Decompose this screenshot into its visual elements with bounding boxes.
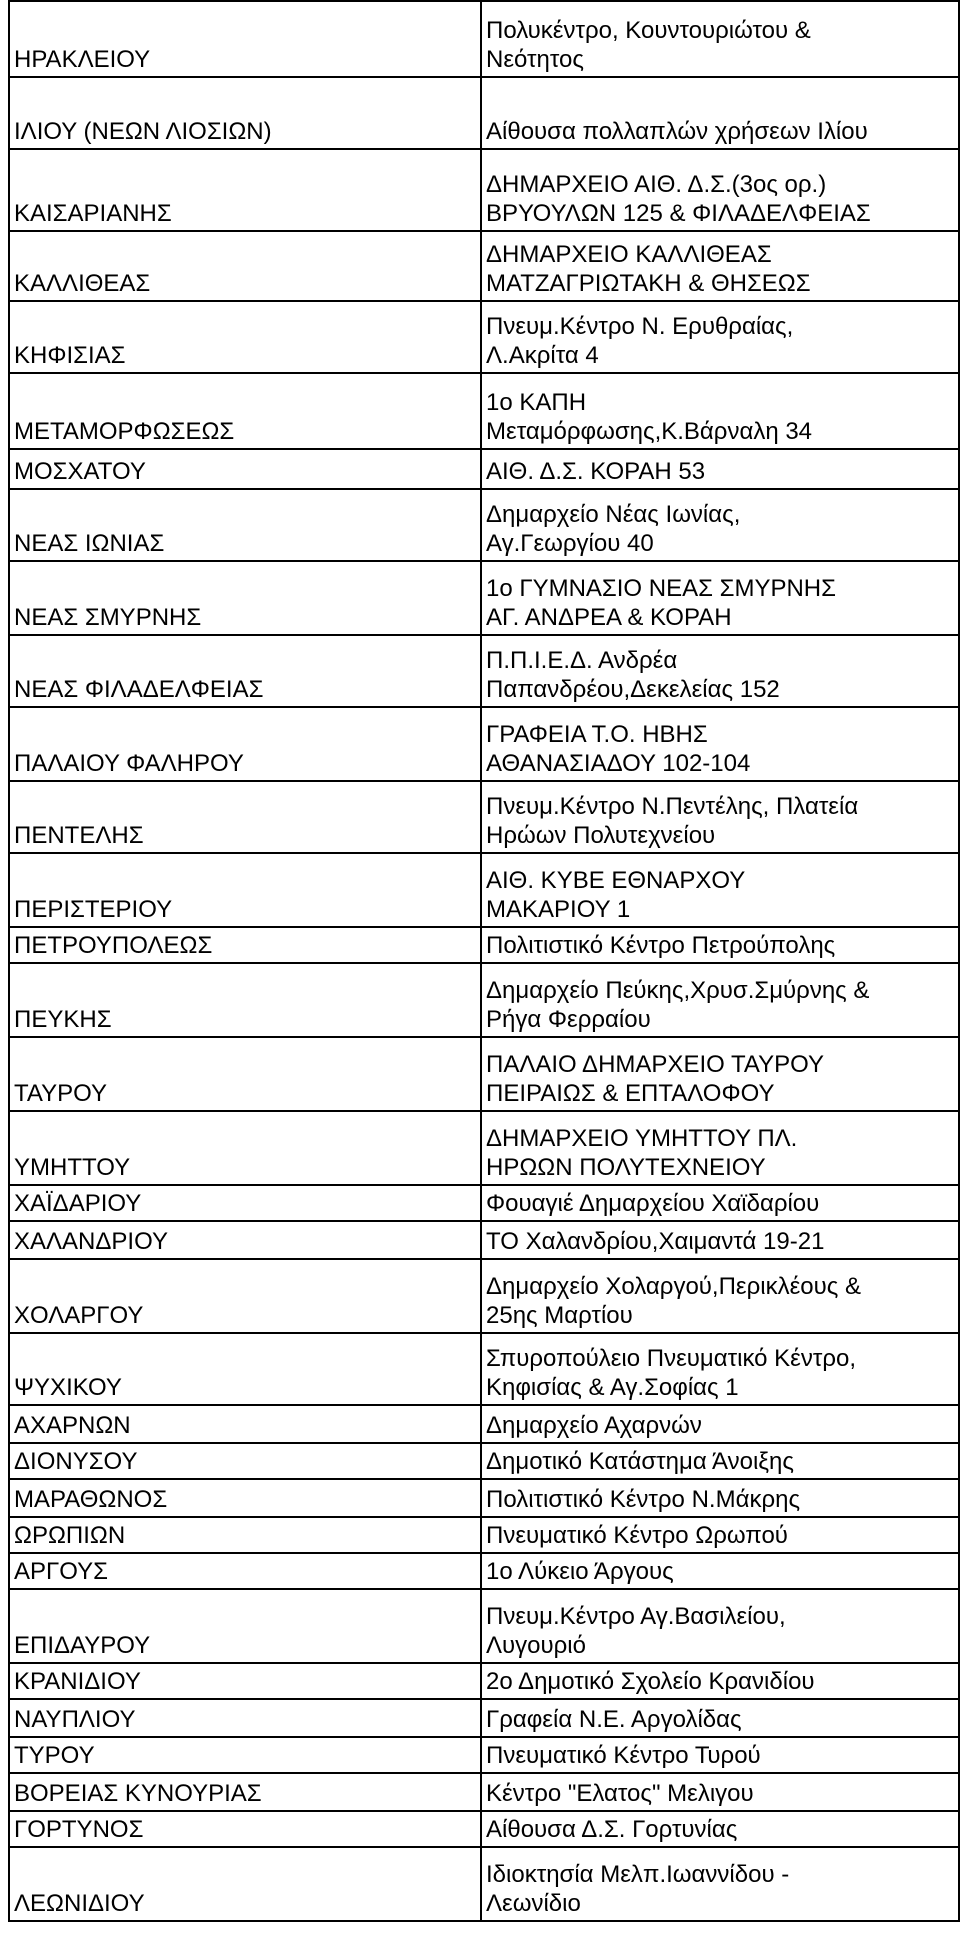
table-row [9, 635, 959, 707]
table-row [9, 1333, 959, 1405]
venue-cell: Δημαρχείο Πεύκης,Χρυσ.Σμύρνης & Ρήγα Φερραίου [481, 963, 959, 1037]
table-row [9, 1773, 959, 1811]
table-row [9, 231, 959, 301]
table-row [9, 1663, 959, 1699]
area-cell: ΠΕΝΤΕΛΗΣ [9, 781, 481, 853]
area-cell: ΝΕΑΣ ΦΙΛΑΔΕΛΦΕΙΑΣ [9, 635, 481, 707]
venue-cell: Δημαρχείο Αχαρνών [481, 1405, 959, 1443]
table-row [9, 1479, 959, 1517]
area-cell: ΧΟΛΑΡΓΟΥ [9, 1259, 481, 1333]
area-cell: ΒΟΡΕΙΑΣ ΚΥΝΟΥΡΙΑΣ [9, 1773, 481, 1811]
venues-table [8, 0, 960, 1922]
table-row [9, 1111, 959, 1185]
table-row [9, 707, 959, 781]
table-row [9, 561, 959, 635]
table-row [9, 1847, 959, 1921]
table-row [9, 1221, 959, 1259]
table-row [9, 1037, 959, 1111]
area-cell: ΝΕΑΣ ΣΜΥΡΝΗΣ [9, 561, 481, 635]
area-cell: ΚΑΛΛΙΘΕΑΣ [9, 231, 481, 301]
table-row [9, 373, 959, 449]
area-cell: ΚΗΦΙΣΙΑΣ [9, 301, 481, 373]
area-cell: ΚΑΙΣΑΡΙΑΝΗΣ [9, 149, 481, 231]
table-row [9, 1699, 959, 1737]
area-cell: ΜΕΤΑΜΟΡΦΩΣΕΩΣ [9, 373, 481, 449]
area-cell: ΧΑΪΔΑΡΙΟΥ [9, 1185, 481, 1221]
venue-cell: 1ο Λύκειο Άργους [481, 1553, 959, 1589]
table-row [9, 449, 959, 489]
venue-cell: ΑΙΘ. Δ.Σ. ΚΟΡΑΗ 53 [481, 449, 959, 489]
venue-cell: Αίθουσα πολλαπλών χρήσεων Ιλίου [481, 77, 959, 149]
area-cell: ΛΕΩΝΙΔΙΟΥ [9, 1847, 481, 1921]
area-cell: ΠΕΥΚΗΣ [9, 963, 481, 1037]
venue-cell: 1ο ΓΥΜΝΑΣΙΟ ΝΕΑΣ ΣΜΥΡΝΗΣ ΑΓ. ΑΝΔΡΕΑ & ΚΟΡΑΗ [481, 561, 959, 635]
area-cell: ΝΕΑΣ ΙΩΝΙΑΣ [9, 489, 481, 561]
area-cell: ΑΧΑΡΝΩΝ [9, 1405, 481, 1443]
venue-cell: Πνευματικό Κέντρο Τυρού [481, 1737, 959, 1773]
table-row [9, 1, 959, 77]
venue-cell: Πολυκέντρο, Κουντουριώτου & Νεότητος [481, 1, 959, 77]
venue-cell: Δημοτικό Κατάστημα Άνοιξης [481, 1443, 959, 1479]
area-cell: ΩΡΩΠΙΩΝ [9, 1517, 481, 1553]
venue-cell: Δημαρχείο Χολαργού,Περικλέους & 25ης Μαρτίου [481, 1259, 959, 1333]
area-cell: ΝΑΥΠΛΙΟΥ [9, 1699, 481, 1737]
area-cell: ΠΑΛΑΙΟΥ ΦΑΛΗΡΟΥ [9, 707, 481, 781]
venue-cell: ΤΟ Χαλανδρίου,Χαιμαντά 19-21 [481, 1221, 959, 1259]
venue-cell: Πνευμ.Κέντρο Αγ.Βασιλείου, Λυγουριό [481, 1589, 959, 1663]
area-cell: ΨΥΧΙΚΟΥ [9, 1333, 481, 1405]
table-row [9, 1811, 959, 1847]
area-cell: ΠΕΡΙΣΤΕΡΙΟΥ [9, 853, 481, 927]
document-page [8, 0, 958, 1922]
area-cell: ΤΑΥΡΟΥ [9, 1037, 481, 1111]
venue-cell: ΔΗΜΑΡΧΕΙΟ ΑΙΘ. Δ.Σ.(3ος ορ.) ΒΡΥΟΥΛΩΝ 125 & ΦΙΛΑΔΕΛΦΕΙΑΣ [481, 149, 959, 231]
venue-cell: 2ο Δημοτικό Σχολείο Κρανιδίου [481, 1663, 959, 1699]
table-row [9, 149, 959, 231]
area-cell: ΕΠΙΔΑΥΡΟΥ [9, 1589, 481, 1663]
area-cell: ΠΕΤΡΟΥΠΟΛΕΩΣ [9, 927, 481, 963]
venue-cell: Ιδιοκτησία Μελπ.Ιωαννίδου - Λεωνίδιο [481, 1847, 959, 1921]
area-cell: ΚΡΑΝΙΔΙΟΥ [9, 1663, 481, 1699]
venue-cell: Δημαρχείο Νέας Ιωνίας, Αγ.Γεωργίου 40 [481, 489, 959, 561]
venue-cell: ΠΑΛΑΙΟ ΔΗΜΑΡΧΕΙΟ ΤΑΥΡΟΥ ΠΕΙΡΑΙΩΣ & ΕΠΤΑΛΟΦΟΥ [481, 1037, 959, 1111]
table-row [9, 1259, 959, 1333]
venue-cell: Σπυροπούλειο Πνευματικό Κέντρο, Κηφισίας & Αγ.Σοφίας 1 [481, 1333, 959, 1405]
venue-cell: 1ο ΚΑΠΗ Μεταμόρφωσης,Κ.Βάρναλη 34 [481, 373, 959, 449]
table-row [9, 781, 959, 853]
area-cell: ΧΑΛΑΝΔΡΙΟΥ [9, 1221, 481, 1259]
area-cell: ΓΟΡΤΥΝΟΣ [9, 1811, 481, 1847]
table-row [9, 301, 959, 373]
venue-cell: Φουαγιέ Δημαρχείου Χαϊδαρίου [481, 1185, 959, 1221]
area-cell: ΜΑΡΑΘΩΝΟΣ [9, 1479, 481, 1517]
area-cell: ΑΡΓΟΥΣ [9, 1553, 481, 1589]
area-cell: ΤΥΡΟΥ [9, 1737, 481, 1773]
area-cell: ΙΛΙΟΥ (ΝΕΩΝ ΛΙΟΣΙΩΝ) [9, 77, 481, 149]
venue-cell: Αίθουσα Δ.Σ. Γορτυνίας [481, 1811, 959, 1847]
table-row [9, 1589, 959, 1663]
table-row [9, 77, 959, 149]
venue-cell: Πνευματικό Κέντρο Ωρωπού [481, 1517, 959, 1553]
venue-cell: ΑΙΘ. ΚΥΒΕ ΕΘΝΑΡΧΟΥ ΜΑΚΑΡΙΟΥ 1 [481, 853, 959, 927]
venue-cell: Π.Π.Ι.Ε.Δ. Ανδρέα Παπανδρέου,Δεκελείας 152 [481, 635, 959, 707]
table-row [9, 853, 959, 927]
venue-cell: Πνευμ.Κέντρο Ν.Πεντέλης, Πλατεία Ηρώων Πολυτεχνείου [481, 781, 959, 853]
table-row [9, 1185, 959, 1221]
table-row [9, 1405, 959, 1443]
venue-cell: ΔΗΜΑΡΧΕΙΟ ΚΑΛΛΙΘΕΑΣ ΜΑΤΖΑΓΡΙΩΤΑΚΗ & ΘΗΣΕΩΣ [481, 231, 959, 301]
venue-cell: ΓΡΑΦΕΙΑ Τ.Ο. ΗΒΗΣ ΑΘΑΝΑΣΙΑΔΟΥ 102-104 [481, 707, 959, 781]
venue-cell: Πνευμ.Κέντρο Ν. Ερυθραίας, Λ.Ακρίτα 4 [481, 301, 959, 373]
venue-cell: Πολιτιστικό Κέντρο Πετρούπολης [481, 927, 959, 963]
table-row [9, 1553, 959, 1589]
table-row [9, 1737, 959, 1773]
venue-cell: Κέντρο "Ελατος" Μελιγου [481, 1773, 959, 1811]
table-row [9, 1443, 959, 1479]
area-cell: ΜΟΣΧΑΤΟΥ [9, 449, 481, 489]
area-cell: ΗΡΑΚΛΕΙΟΥ [9, 1, 481, 77]
venue-cell: ΔΗΜΑΡΧΕΙΟ ΥΜΗΤΤΟΥ ΠΛ. ΗΡΩΩΝ ΠΟΛΥΤΕΧΝΕΙΟΥ [481, 1111, 959, 1185]
table-row [9, 1517, 959, 1553]
table-row [9, 927, 959, 963]
venue-cell: Γραφεία Ν.Ε. Αργολίδας [481, 1699, 959, 1737]
area-cell: ΥΜΗΤΤΟΥ [9, 1111, 481, 1185]
table-row [9, 963, 959, 1037]
venue-cell: Πολιτιστικό Κέντρο Ν.Μάκρης [481, 1479, 959, 1517]
area-cell: ΔΙΟΝΥΣΟΥ [9, 1443, 481, 1479]
table-row [9, 489, 959, 561]
venues-table-body [9, 1, 959, 1921]
